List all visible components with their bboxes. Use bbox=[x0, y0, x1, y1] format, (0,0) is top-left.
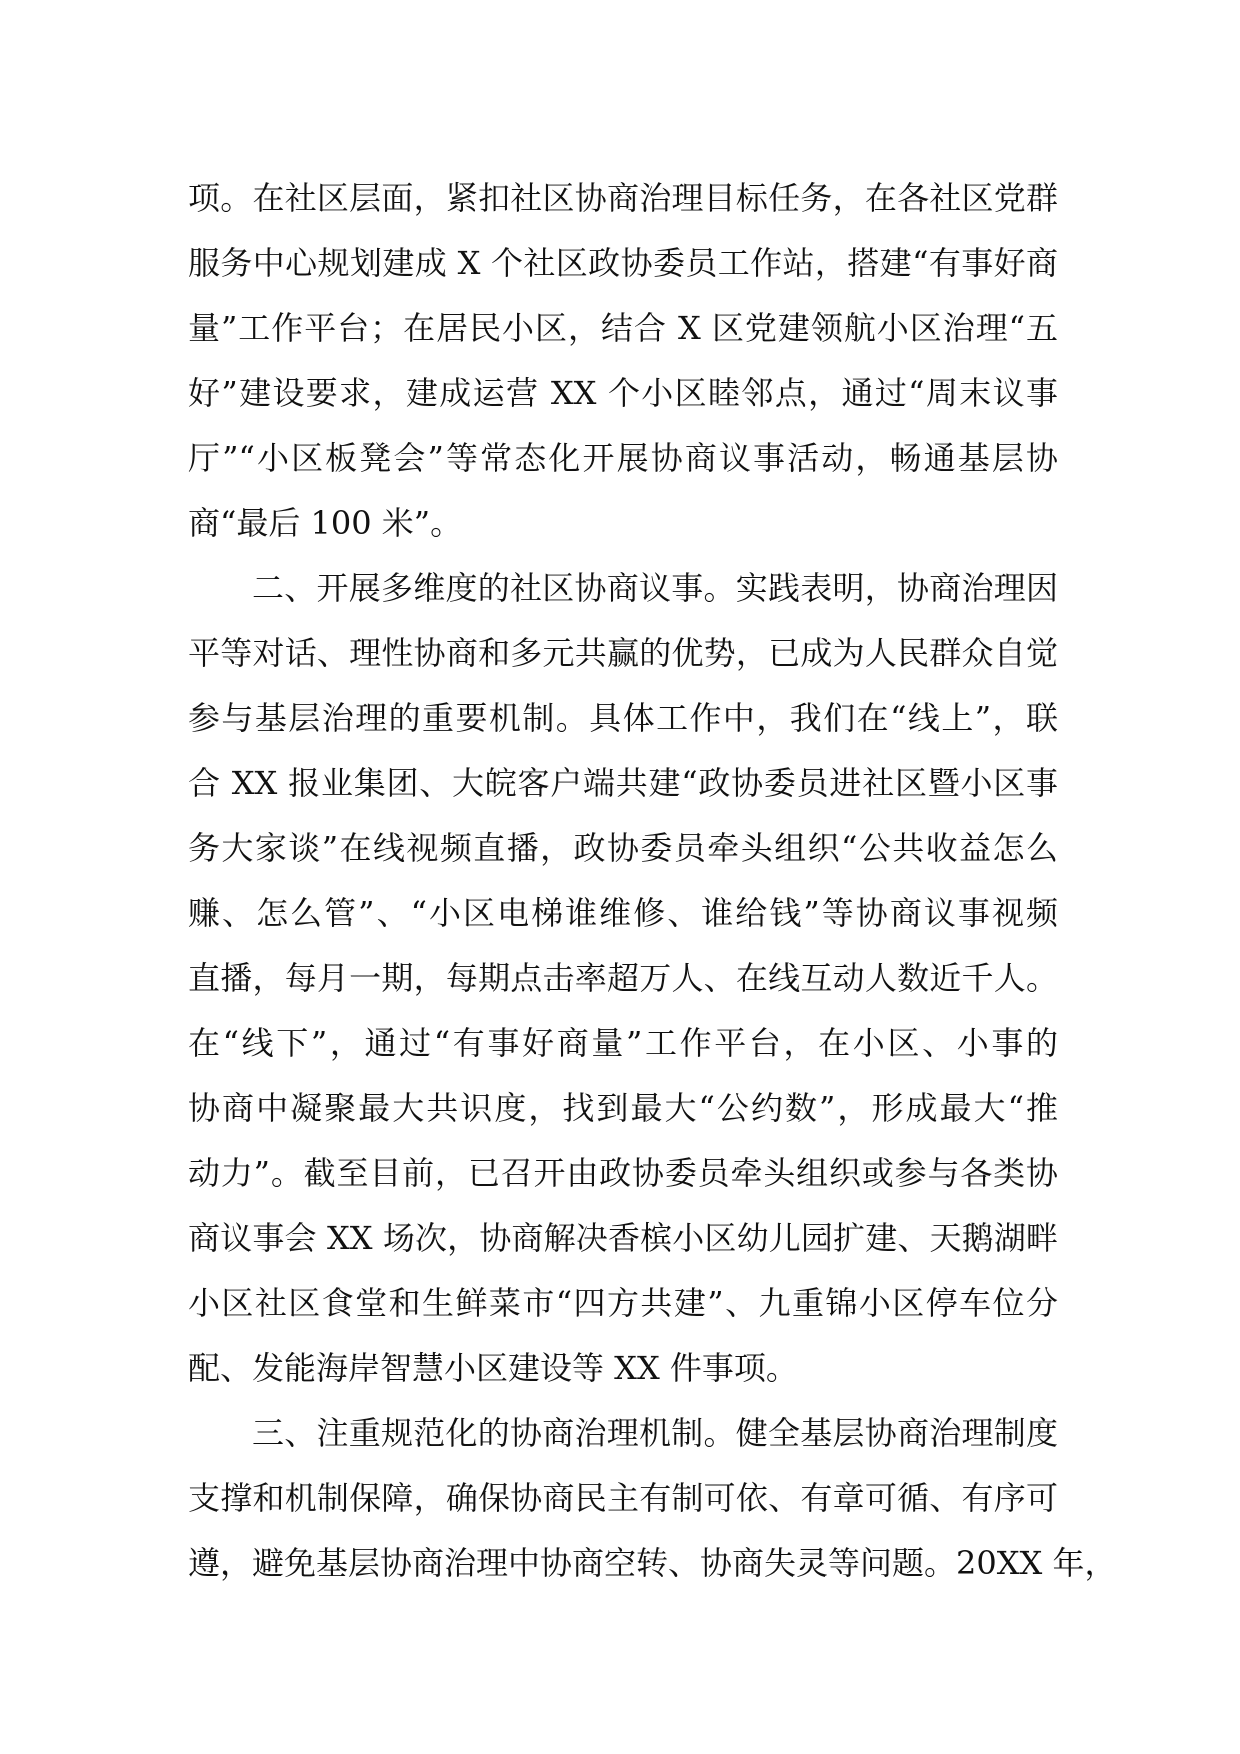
text-line: 在“线下”，通过“有事好商量”工作平台，在小区、小事的 bbox=[188, 1024, 1058, 1062]
text-line: 赚、怎么管”、“小区电梯谁维修、谁给钱”等协商议事视频 bbox=[188, 894, 1058, 932]
paragraph-3 bbox=[188, 1401, 1117, 1596]
text-line: 好”建设要求，建成运营 XX 个小区睦邻点，通过“周末议事 bbox=[188, 374, 1058, 412]
paragraph-1 bbox=[188, 166, 1058, 556]
text-line: 合 XX 报业集团、大皖客户端共建“政协委员进社区暨小区事 bbox=[188, 764, 1058, 802]
text-line: 平等对话、理性协商和多元共赢的优势，已成为人民群众自觉 bbox=[188, 634, 1058, 672]
text-line: 三、注重规范化的协商治理机制。健全基层协商治理制度 bbox=[252, 1414, 1058, 1452]
text-line: 商“最后 100 米”。 bbox=[188, 504, 463, 542]
text-line: 遵，避免基层协商治理中协商空转、协商失灵等问题。20XX 年， bbox=[188, 1544, 1117, 1582]
text-line: 项。在社区层面，紧扣社区协商治理目标任务，在各社区党群 bbox=[188, 179, 1058, 217]
text-line: 直播，每月一期，每期点击率超万人、在线互动人数近千人。 bbox=[188, 959, 1058, 997]
paragraph-2 bbox=[188, 556, 1058, 1401]
text-line: 配、发能海岸智慧小区建设等 XX 件事项。 bbox=[188, 1349, 798, 1387]
text-line: 协商中凝聚最大共识度，找到最大“公约数”，形成最大“推 bbox=[188, 1089, 1058, 1127]
text-line: 服务中心规划建成 X 个社区政协委员工作站，搭建“有事好商 bbox=[188, 244, 1058, 282]
text-line: 商议事会 XX 场次，协商解决香槟小区幼儿园扩建、天鹅湖畔 bbox=[188, 1219, 1058, 1257]
text-line: 量”工作平台；在居民小区，结合 X 区党建领航小区治理“五 bbox=[188, 309, 1058, 347]
text-line: 参与基层治理的重要机制。具体工作中，我们在“线上”，联 bbox=[188, 699, 1058, 737]
text-line: 务大家谈”在线视频直播，政协委员牵头组织“公共收益怎么 bbox=[188, 829, 1058, 867]
text-line: 小区社区食堂和生鲜菜市“四方共建”、九重锦小区停车位分 bbox=[188, 1284, 1058, 1322]
text-line: 支撑和机制保障，确保协商民主有制可依、有章可循、有序可 bbox=[188, 1479, 1058, 1517]
body-text bbox=[188, 166, 1117, 1596]
text-line: 二、开展多维度的社区协商议事。实践表明，协商治理因 bbox=[252, 569, 1058, 607]
text-line: 动力”。截至目前，已召开由政协委员牵头组织或参与各类协 bbox=[188, 1154, 1058, 1192]
text-line: 厅”“小区板凳会”等常态化开展协商议事活动，畅通基层协 bbox=[188, 439, 1058, 477]
